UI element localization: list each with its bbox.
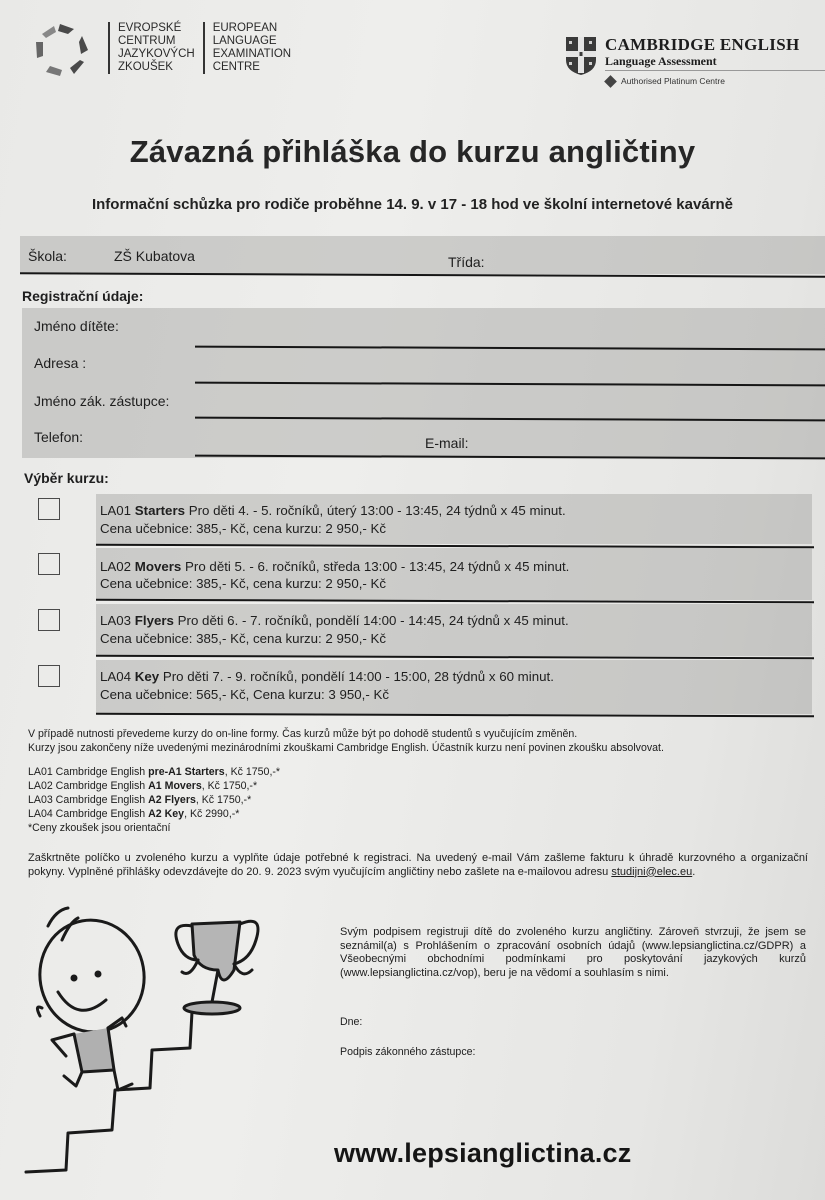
course-la01-details: LA01 Starters Pro děti 4. - 5. ročníků, úterý 13:00 - 13:45, 24 týdnů x 45 minut. [100, 503, 566, 518]
course-selection-heading: Výběr kurzu: [24, 470, 109, 486]
address-field[interactable] [196, 354, 821, 382]
exam-note: Kurzy jsou zakončeny níže uvedenými mezinárodními zkouškami Cambridge English. Účastník kurzu není povinen zkoušku absolvovat. [28, 742, 664, 754]
cambridge-title: CAMBRIDGE ENGLISH [605, 35, 800, 54]
phone-label: Telefon: [34, 429, 84, 445]
child-name-field[interactable] [196, 316, 821, 346]
date-field[interactable] [370, 1012, 670, 1030]
class-label: Třída: [448, 254, 485, 270]
school-value[interactable]: ZŠ Kubatova [114, 248, 195, 264]
course-la02-checkbox[interactable] [38, 553, 60, 575]
class-field[interactable] [500, 240, 820, 272]
exam-la03: LA03 Cambridge English A2 Flyers, Kč 1750,-* [28, 794, 252, 806]
guardian-name-label: Jméno zák. zástupce: [34, 393, 170, 409]
guardian-signature-field[interactable] [506, 1042, 806, 1060]
course-la04-details: LA04 Key Pro děti 7. - 9. ročníků, pondělí 14:00 - 15:00, 28 týdnů x 60 minut. [100, 669, 554, 684]
eclec-english-name: EUROPEAN LANGUAGE EXAMINATION CENTRE [203, 22, 299, 74]
cambridge-english-logo [565, 36, 825, 76]
page-title: Závazná přihláška do kurzu angličtiny [129, 134, 696, 169]
course-la04-checkbox[interactable] [38, 665, 60, 687]
course-la01-prices: Cena učebnice: 385,- Kč, cena kurzu: 2 950,- Kč [100, 521, 387, 536]
course-la01-checkbox[interactable] [38, 498, 60, 520]
email-field[interactable] [475, 426, 821, 454]
consent-paragraph: Svým podpisem registruji dítě do zvoleného kurzu angličtiny. Zároveň stvrzuji, že jsem se seznámil(a) s Prohlášením o zpracování osobních údajů (www.lepsianglictina.cz/GDPR) a Všeobecnými obchodními podmínkami pro poskytování jazykových kurzů (www.lepsianglictina.cz/vop), beru je na vědomí a souhlasím s nimi. [340, 926, 806, 979]
cambridge-subtitle: Language Assessment [605, 54, 825, 71]
eclec-czech-name: EVROPSKÉ CENTRUM JAZYKOVÝCH ZKOUŠEK [108, 22, 203, 74]
date-label: Dne: [340, 1016, 363, 1028]
course-la03-prices: Cena učebnice: 385,- Kč, cena kurzu: 2 950,- Kč [100, 631, 387, 646]
info-meeting-subtitle: Informační schůzka pro rodiče proběhne 14. 9. v 17 - 18 hod ve školní internetové kavárně [91, 196, 734, 213]
eclec-logo-icon [32, 20, 92, 80]
course-la03-checkbox[interactable] [38, 609, 60, 631]
exam-la02: LA02 Cambridge English A1 Movers, Kč 1750,-* [28, 780, 258, 792]
online-note: V případě nutnosti převedeme kurzy do on-line formy. Čas kurzů může být po dohodě studentů s vyučujícím změněn. [28, 728, 578, 740]
guardian-signature-label: Podpis zákonného zástupce: [340, 1046, 476, 1058]
school-label: Škola: [28, 248, 67, 264]
course-la04-prices: Cena učebnice: 565,- Kč, Cena kurzu: 3 950,- Kč [100, 687, 389, 702]
exam-la04: LA04 Cambridge English A2 Key, Kč 2990,-* [28, 808, 240, 820]
course-la03-details: LA03 Flyers Pro děti 6. - 7. ročníků, pondělí 14:00 - 14:45, 24 týdnů x 45 minut. [100, 613, 569, 628]
instructions-paragraph: Zaškrtněte políčko u zvoleného kurzu a vyplňte údaje potřebné k registraci. Na uvedený e-mail Vám zašleme fakturu k úhradě kurzovného a organizační pokyny. Vyplněné přihlášky odevzdávejte do 20. 9. 2023 svým vyučujícím angličtiny nebo zašlete na e-mailovou adresu studijni@elec.eu. [28, 852, 808, 878]
phone-field[interactable] [196, 426, 416, 454]
course-la02-prices: Cena učebnice: 385,- Kč, cena kurzu: 2 950,- Kč [100, 576, 387, 591]
studijni-email-link[interactable]: studijni@elec.eu [611, 865, 693, 878]
website-url[interactable]: www.lepsianglictina.cz [334, 1138, 632, 1168]
registration-heading: Registrační údaje: [22, 288, 144, 304]
email-label: E-mail: [425, 435, 469, 451]
exam-price-footnote: *Ceny zkoušek jsou orientační [28, 822, 171, 834]
address-label: Adresa : [34, 355, 87, 371]
guardian-name-field[interactable] [196, 390, 821, 418]
cambridge-shield-icon [565, 36, 597, 76]
exam-la01: LA01 Cambridge English pre-A1 Starters, Kč 1750,-* [28, 766, 281, 778]
eclec-logo-text [108, 22, 299, 74]
authorised-centre-badge: Authorised Platinum Centre [606, 76, 725, 86]
stick-figure-climbing-stairs-to-trophy-icon [22, 900, 312, 1190]
diamond-icon [604, 75, 617, 88]
course-la02-details: LA02 Movers Pro děti 5. - 6. ročníků, středa 13:00 - 13:45, 24 týdnů x 45 minut. [100, 559, 570, 574]
child-name-label: Jméno dítěte: [34, 318, 119, 334]
